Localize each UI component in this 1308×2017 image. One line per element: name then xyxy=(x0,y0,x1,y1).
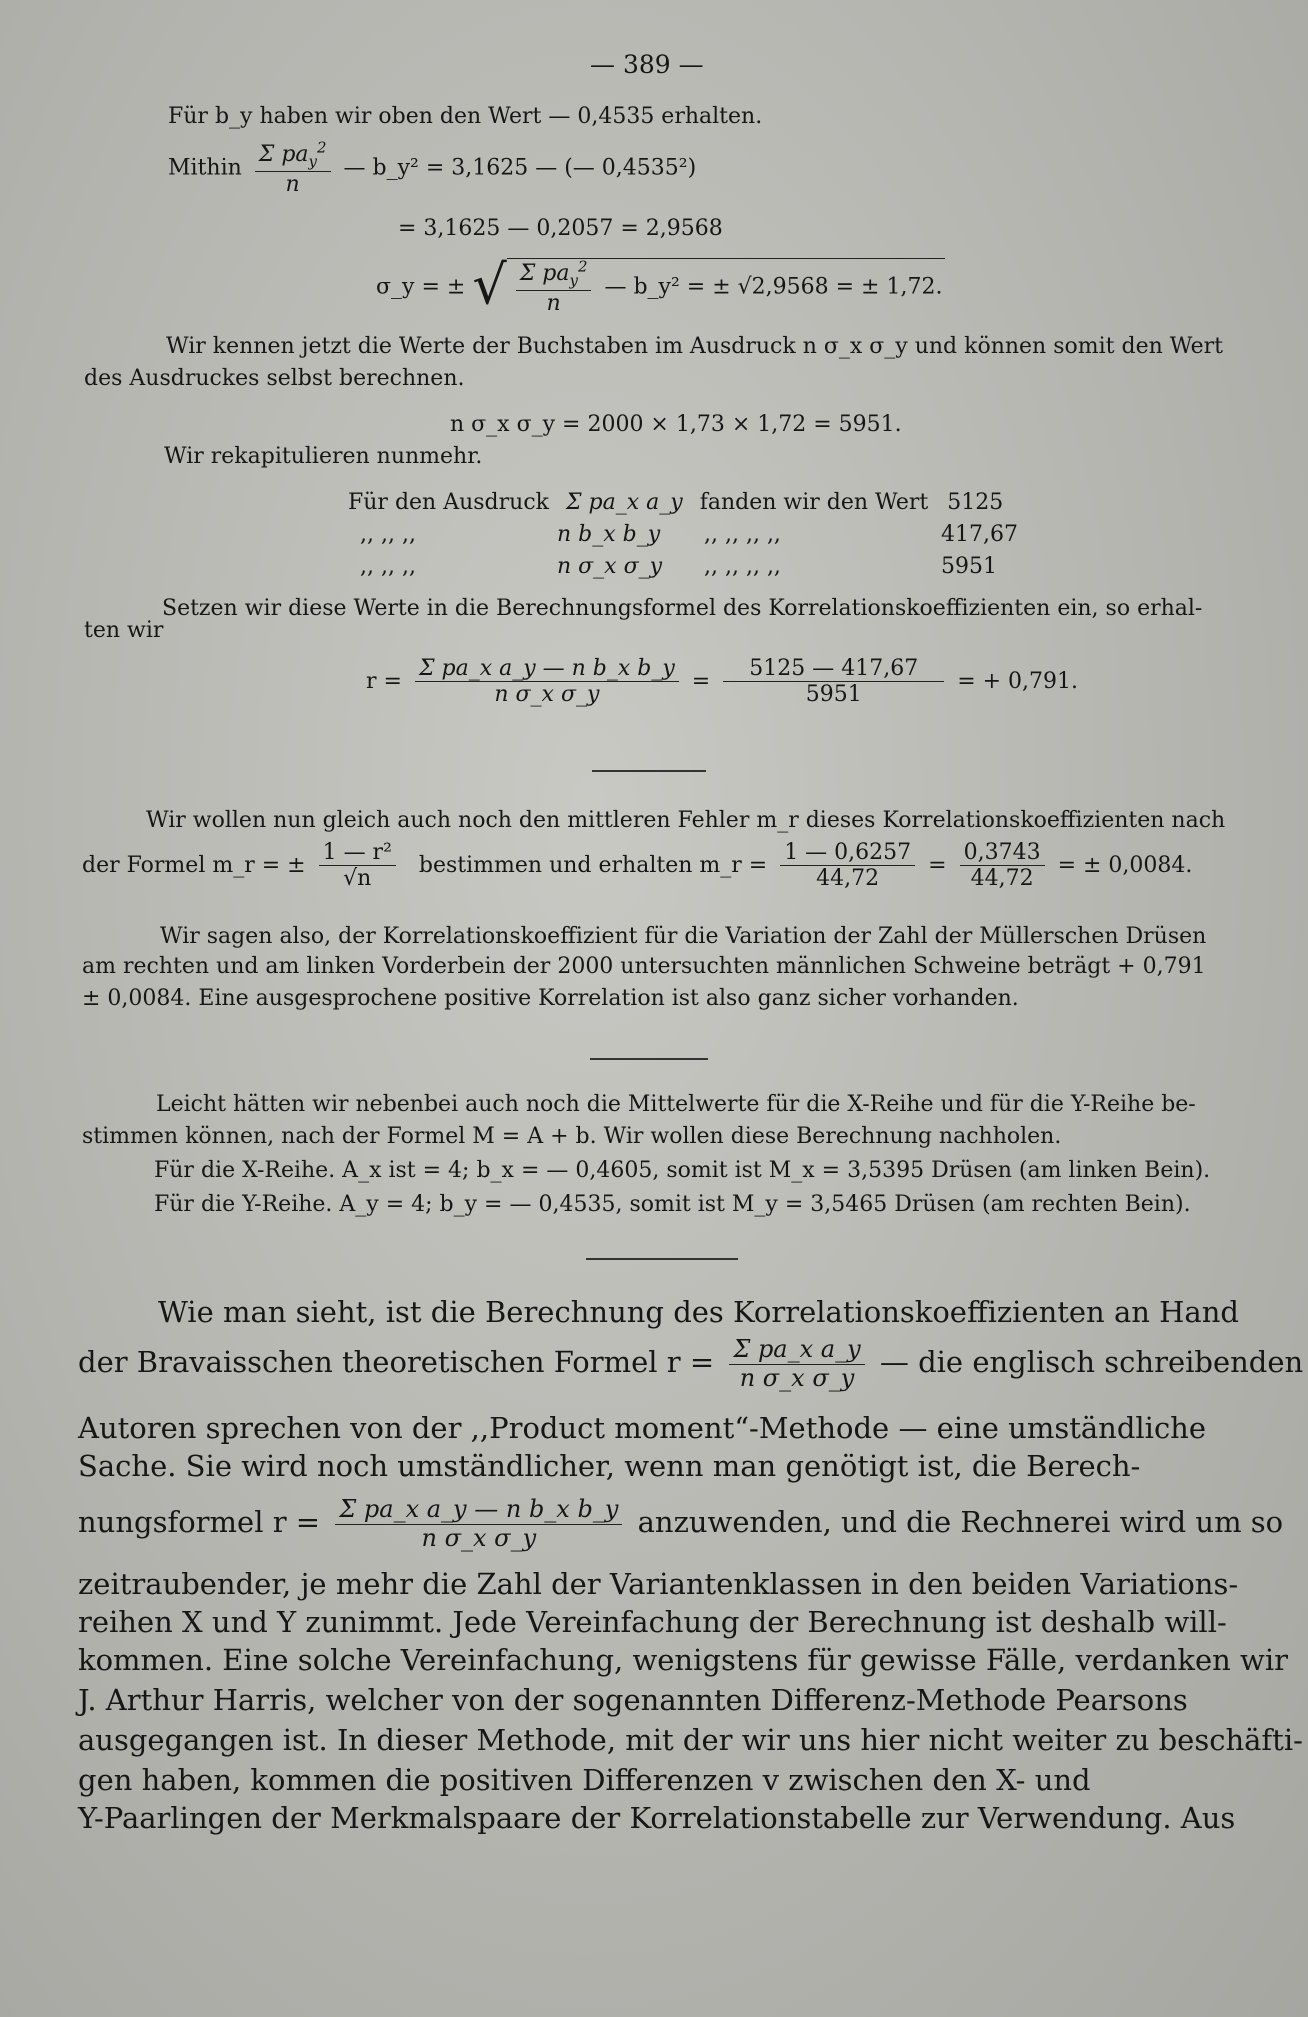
formula-n-sigma: n σ_x σ_y = 2000 × 1,73 × 1,72 = 5951. xyxy=(450,412,902,437)
section-divider-2 xyxy=(590,1058,708,1060)
fraction-r-general-num: Σ pa_x a_y — n b_x b_y xyxy=(418,656,675,681)
formula-r-eq: = xyxy=(691,668,711,694)
mithin-rest: — b_y² = 3,1625 — (— 0,4535²) xyxy=(343,155,697,181)
fraction-m-r-simplified-den: 44,72 xyxy=(970,866,1034,892)
formula-r-lhs: r = xyxy=(366,668,402,694)
recap-mid: fanden wir den Wert xyxy=(699,490,929,515)
text-line-18: am rechten und am linken Vorderbein der 2000 untersuchten männlichen Schweine beträgt + 0,791 xyxy=(82,954,1206,979)
berechnung-rest: anzuwenden, und die Rechnerei wird um so xyxy=(637,1505,1284,1540)
text-line-15: Wir wollen nun gleich auch noch den mittleren Fehler m_r dieses Korrelationskoeffizienten nach xyxy=(146,808,1226,833)
mithin-label: Mithin xyxy=(168,155,242,181)
recap-mid: ,, ,, ,, ,, xyxy=(704,554,781,579)
body-line-1: Wie man sieht, ist die Berechnung des Korrelationskoeffizienten an Hand xyxy=(158,1295,1239,1329)
m-r-result: = ± 0,0084. xyxy=(1057,852,1193,878)
fraction-r-general xyxy=(415,656,679,708)
fraction-r-numeric-num: 5125 — 417,67 xyxy=(723,656,944,682)
fraction-m-r-num: 1 — r² xyxy=(319,840,396,866)
berechnung-prefix: nungsformel r = xyxy=(78,1505,321,1540)
recap-row-1 xyxy=(348,492,1003,514)
fraction-bravais xyxy=(729,1336,864,1392)
section-divider-3 xyxy=(586,1258,738,1260)
recap-prefix: Für den Ausdruck xyxy=(348,490,549,515)
page-number: — 389 — xyxy=(590,50,704,79)
body-line-12: Y-Paarlingen der Merkmalspaare der Korrelationstabelle zur Verwendung. Aus xyxy=(78,1801,1236,1835)
recap-mid: ,, ,, ,, ,, xyxy=(704,522,781,547)
text-line-22: Für die X-Reihe. A_x ist = 4; b_x = — 0,4605, somit ist M_x = 3,5395 Drüsen (am linken Bein). xyxy=(154,1158,1211,1183)
body-line-11: gen haben, kommen die positiven Differenzen v zwischen den X- und xyxy=(78,1763,1091,1797)
fraction-berechnung xyxy=(335,1496,622,1552)
fraction-under-root: $\frac{\Sigma pa_y^2}{n}$ xyxy=(516,259,592,316)
recap-value: 5125 xyxy=(947,490,1004,515)
body-line-9: J. Arthur Harris, welcher von der sogenannten Differenz-Methode Pearsons xyxy=(78,1683,1188,1717)
recap-prefix: ,, ,, ,, xyxy=(360,522,416,547)
fraction-r-numeric xyxy=(723,656,944,708)
body-line-4: Sache. Sie wird noch umständlicher, wenn man genötigt ist, die Berech- xyxy=(78,1449,1141,1483)
body-line-7: reihen X und Y zunimmt. Jede Vereinfachung der Berechnung ist deshalb will- xyxy=(78,1605,1227,1639)
radical-sign: √ xyxy=(472,253,507,317)
fraction-m-r-general xyxy=(319,840,396,892)
formula-r-result: = + 0,791. xyxy=(957,668,1079,694)
sigma-y-rest: — b_y² = ± √2,9568 = ± 1,72. xyxy=(604,274,943,300)
fraction-m-r-simplified xyxy=(960,840,1045,892)
fraction-sum-pa-y-over-n: $\frac{\Sigma pa_y^2}{n}$ xyxy=(255,140,331,197)
text-line-21: stimmen können, nach der Formel M = A + b. Wir wollen diese Berechnung nachholen. xyxy=(82,1124,1062,1149)
recap-prefix: ,, ,, ,, xyxy=(360,554,416,579)
bravais-prefix: der Bravaisschen theoretischen Formel r = xyxy=(78,1345,715,1380)
fraction-bravais-den: n σ_x σ_y xyxy=(739,1363,855,1392)
text-line-6: des Ausdruckes selbst berechnen. xyxy=(84,366,465,391)
recap-row-2 xyxy=(360,524,1018,546)
section-divider-1 xyxy=(592,770,706,772)
recap-expr: n σ_x σ_y xyxy=(557,554,663,579)
fraction-r-numeric-den: 5951 xyxy=(805,682,862,708)
text-line-1: Für b_y haben wir oben den Wert — 0,4535 erhalten. xyxy=(168,104,763,129)
recap-row-3 xyxy=(360,556,997,578)
m-r-eq: = xyxy=(928,852,947,878)
text-line-19: ± 0,0084. Eine ausgesprochene positive Korrelation ist also ganz sicher vorhanden. xyxy=(82,986,1019,1011)
text-line-20: Leicht hätten wir nebenbei auch noch die Mittelwerte für die X-Reihe und für die Y-Reihe be- xyxy=(156,1092,1196,1117)
fraction-m-r-simplified-num: 0,3743 xyxy=(960,840,1045,866)
fraction-bravais-num: Σ pa_x a_y xyxy=(733,1335,861,1363)
sigma-y-label: σ_y = ± xyxy=(376,274,466,300)
recap-expr: Σ pa_x a_y xyxy=(565,490,683,515)
formula-line-3: = 3,1625 — 0,2057 = 2,9568 xyxy=(398,216,723,241)
formula-r xyxy=(366,656,1078,708)
formula-m-r xyxy=(82,840,1192,892)
recap-value: 5951 xyxy=(941,554,997,579)
text-line-23: Für die Y-Reihe. A_y = 4; b_y = — 0,4535, somit ist M_y = 3,5465 Drüsen (am rechten Bein). xyxy=(154,1192,1191,1217)
formula-sigma-y xyxy=(376,253,945,317)
fraction-berechnung-num: Σ pa_x a_y — n b_x b_y xyxy=(339,1495,619,1523)
body-line-2 xyxy=(78,1336,1303,1392)
recap-expr: n b_x b_y xyxy=(557,522,661,547)
fraction-m-r-numeric-num: 1 — 0,6257 xyxy=(780,840,915,866)
body-line-10: ausgegangen ist. In dieser Methode, mit der wir uns hier nicht weiter zu beschäfti- xyxy=(78,1723,1303,1757)
fraction-m-r-numeric-den: 44,72 xyxy=(816,866,880,892)
text-line-8: Wir rekapitulieren nunmehr. xyxy=(164,444,483,469)
body-line-6: zeitraubender, je mehr die Zahl der Variantenklassen in den beiden Variations- xyxy=(78,1567,1239,1601)
m-r-prefix: der Formel m_r = ± xyxy=(82,852,306,878)
text-line-17: Wir sagen also, der Korrelationskoeffizient für die Variation der Zahl der Müllerschen Drüsen xyxy=(160,924,1207,949)
text-line-5: Wir kennen jetzt die Werte der Buchstaben im Ausdruck n σ_x σ_y und können somit den Wert xyxy=(166,334,1223,359)
body-line-3: Autoren sprechen von der ,,Product moment“-Methode — eine umständliche xyxy=(78,1411,1207,1445)
fraction-m-r-den: √n xyxy=(343,866,372,892)
body-line-8: kommen. Eine solche Vereinfachung, wenigstens für gewisse Fälle, verdanken wir xyxy=(78,1643,1288,1677)
fraction-r-general-den: n σ_x σ_y xyxy=(494,682,600,708)
m-r-mid: bestimmen und erhalten m_r = xyxy=(418,852,768,878)
text-line-12: Setzen wir diese Werte in die Berechnungsformel des Korrelationskoeffizienten ein, so erhal- xyxy=(162,596,1203,621)
formula-mithin xyxy=(168,140,696,197)
body-line-5 xyxy=(78,1496,1283,1552)
text-line-13: ten wir xyxy=(84,618,164,643)
recap-value: 417,67 xyxy=(941,522,1018,547)
bravais-rest: — die englisch schreibenden xyxy=(879,1345,1304,1380)
fraction-berechnung-den: n σ_x σ_y xyxy=(421,1523,537,1552)
fraction-m-r-numeric xyxy=(780,840,915,892)
